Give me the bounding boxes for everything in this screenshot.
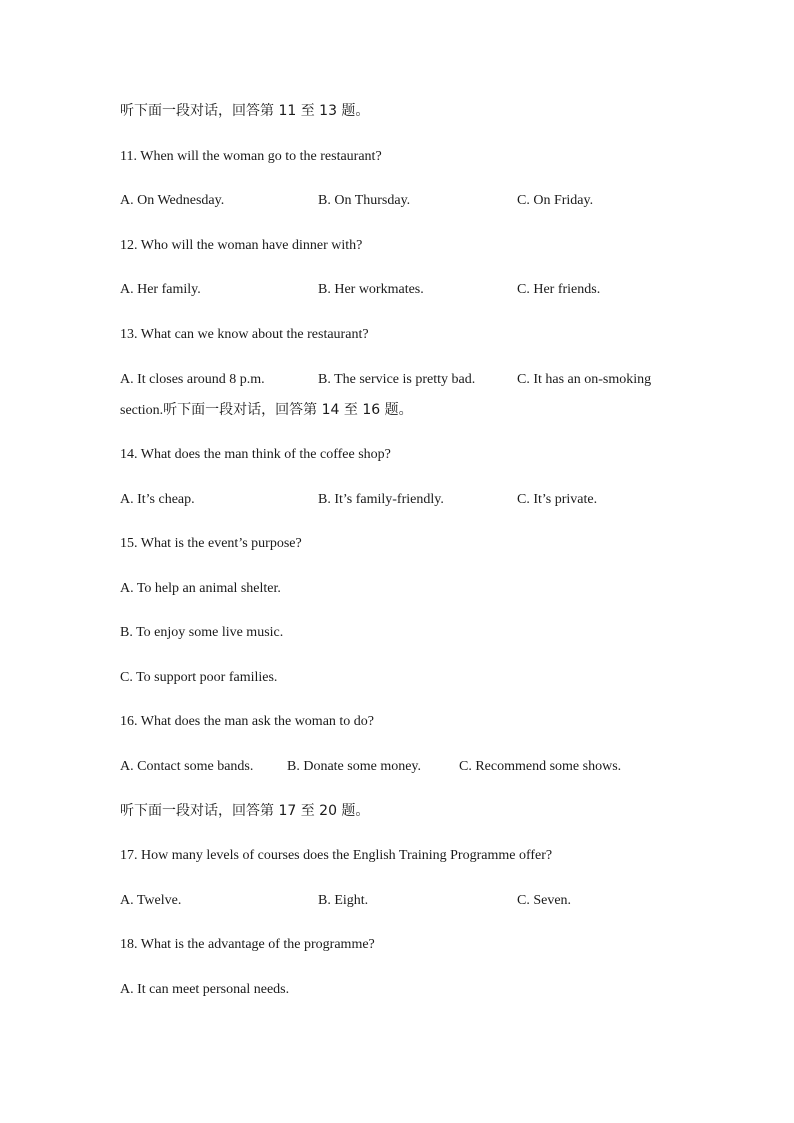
option-a: A. On Wednesday. (120, 193, 225, 208)
option-a: A. Twelve. (120, 893, 182, 908)
option-c: C. Seven. (517, 893, 572, 908)
option-b: B. Donate some money. (287, 759, 422, 774)
option-c: C. Recommend some shows. (459, 759, 622, 774)
question-13: 13. What can we know about the restaurant? (120, 327, 369, 342)
option-a: A. Her family. (120, 282, 201, 297)
wrapped-line (120, 401, 413, 420)
question-15: 15. What is the event’s purpose? (120, 536, 302, 551)
section-heading: 听下面一段对话，回答第 14 至 16 题。 (163, 402, 413, 418)
option-b: B. The service is pretty bad. (318, 372, 476, 387)
question-14: 14. What does the man think of the coffee shop? (120, 447, 391, 462)
section-heading: 听下面一段对话，回答第 17 至 20 题。 (120, 803, 370, 819)
question-12: 12. Who will the woman have dinner with? (120, 238, 363, 253)
section-heading: 听下面一段对话，回答第 11 至 13 题。 (120, 103, 370, 119)
option-c: C. Her friends. (517, 282, 601, 297)
question-18: 18. What is the advantage of the programme? (120, 937, 375, 952)
option-b: B. On Thursday. (318, 193, 411, 208)
option-c-continuation: section. (120, 403, 164, 418)
option-c: C. To support poor families. (120, 670, 278, 685)
option-c: C. It has an on-smoking (517, 372, 652, 387)
option-a: A. It can meet personal needs. (120, 982, 290, 997)
question-17: 17. How many levels of courses does the English Training Programme offer? (120, 848, 553, 863)
question-16: 16. What does the man ask the woman to do? (120, 714, 375, 729)
option-a: A. To help an animal shelter. (120, 581, 281, 596)
option-a: A. Contact some bands. (120, 759, 254, 774)
option-b: B. Her workmates. (318, 282, 424, 297)
option-a: A. It closes around 8 p.m. (120, 372, 265, 387)
option-c: C. On Friday. (517, 193, 594, 208)
option-b: B. Eight. (318, 893, 369, 908)
question-11: 11. When will the woman go to the restaurant? (120, 149, 382, 164)
option-a: A. It’s cheap. (120, 492, 195, 507)
option-b: B. To enjoy some live music. (120, 625, 284, 640)
option-c: C. It’s private. (517, 492, 598, 507)
option-b: B. It’s family-friendly. (318, 492, 444, 507)
